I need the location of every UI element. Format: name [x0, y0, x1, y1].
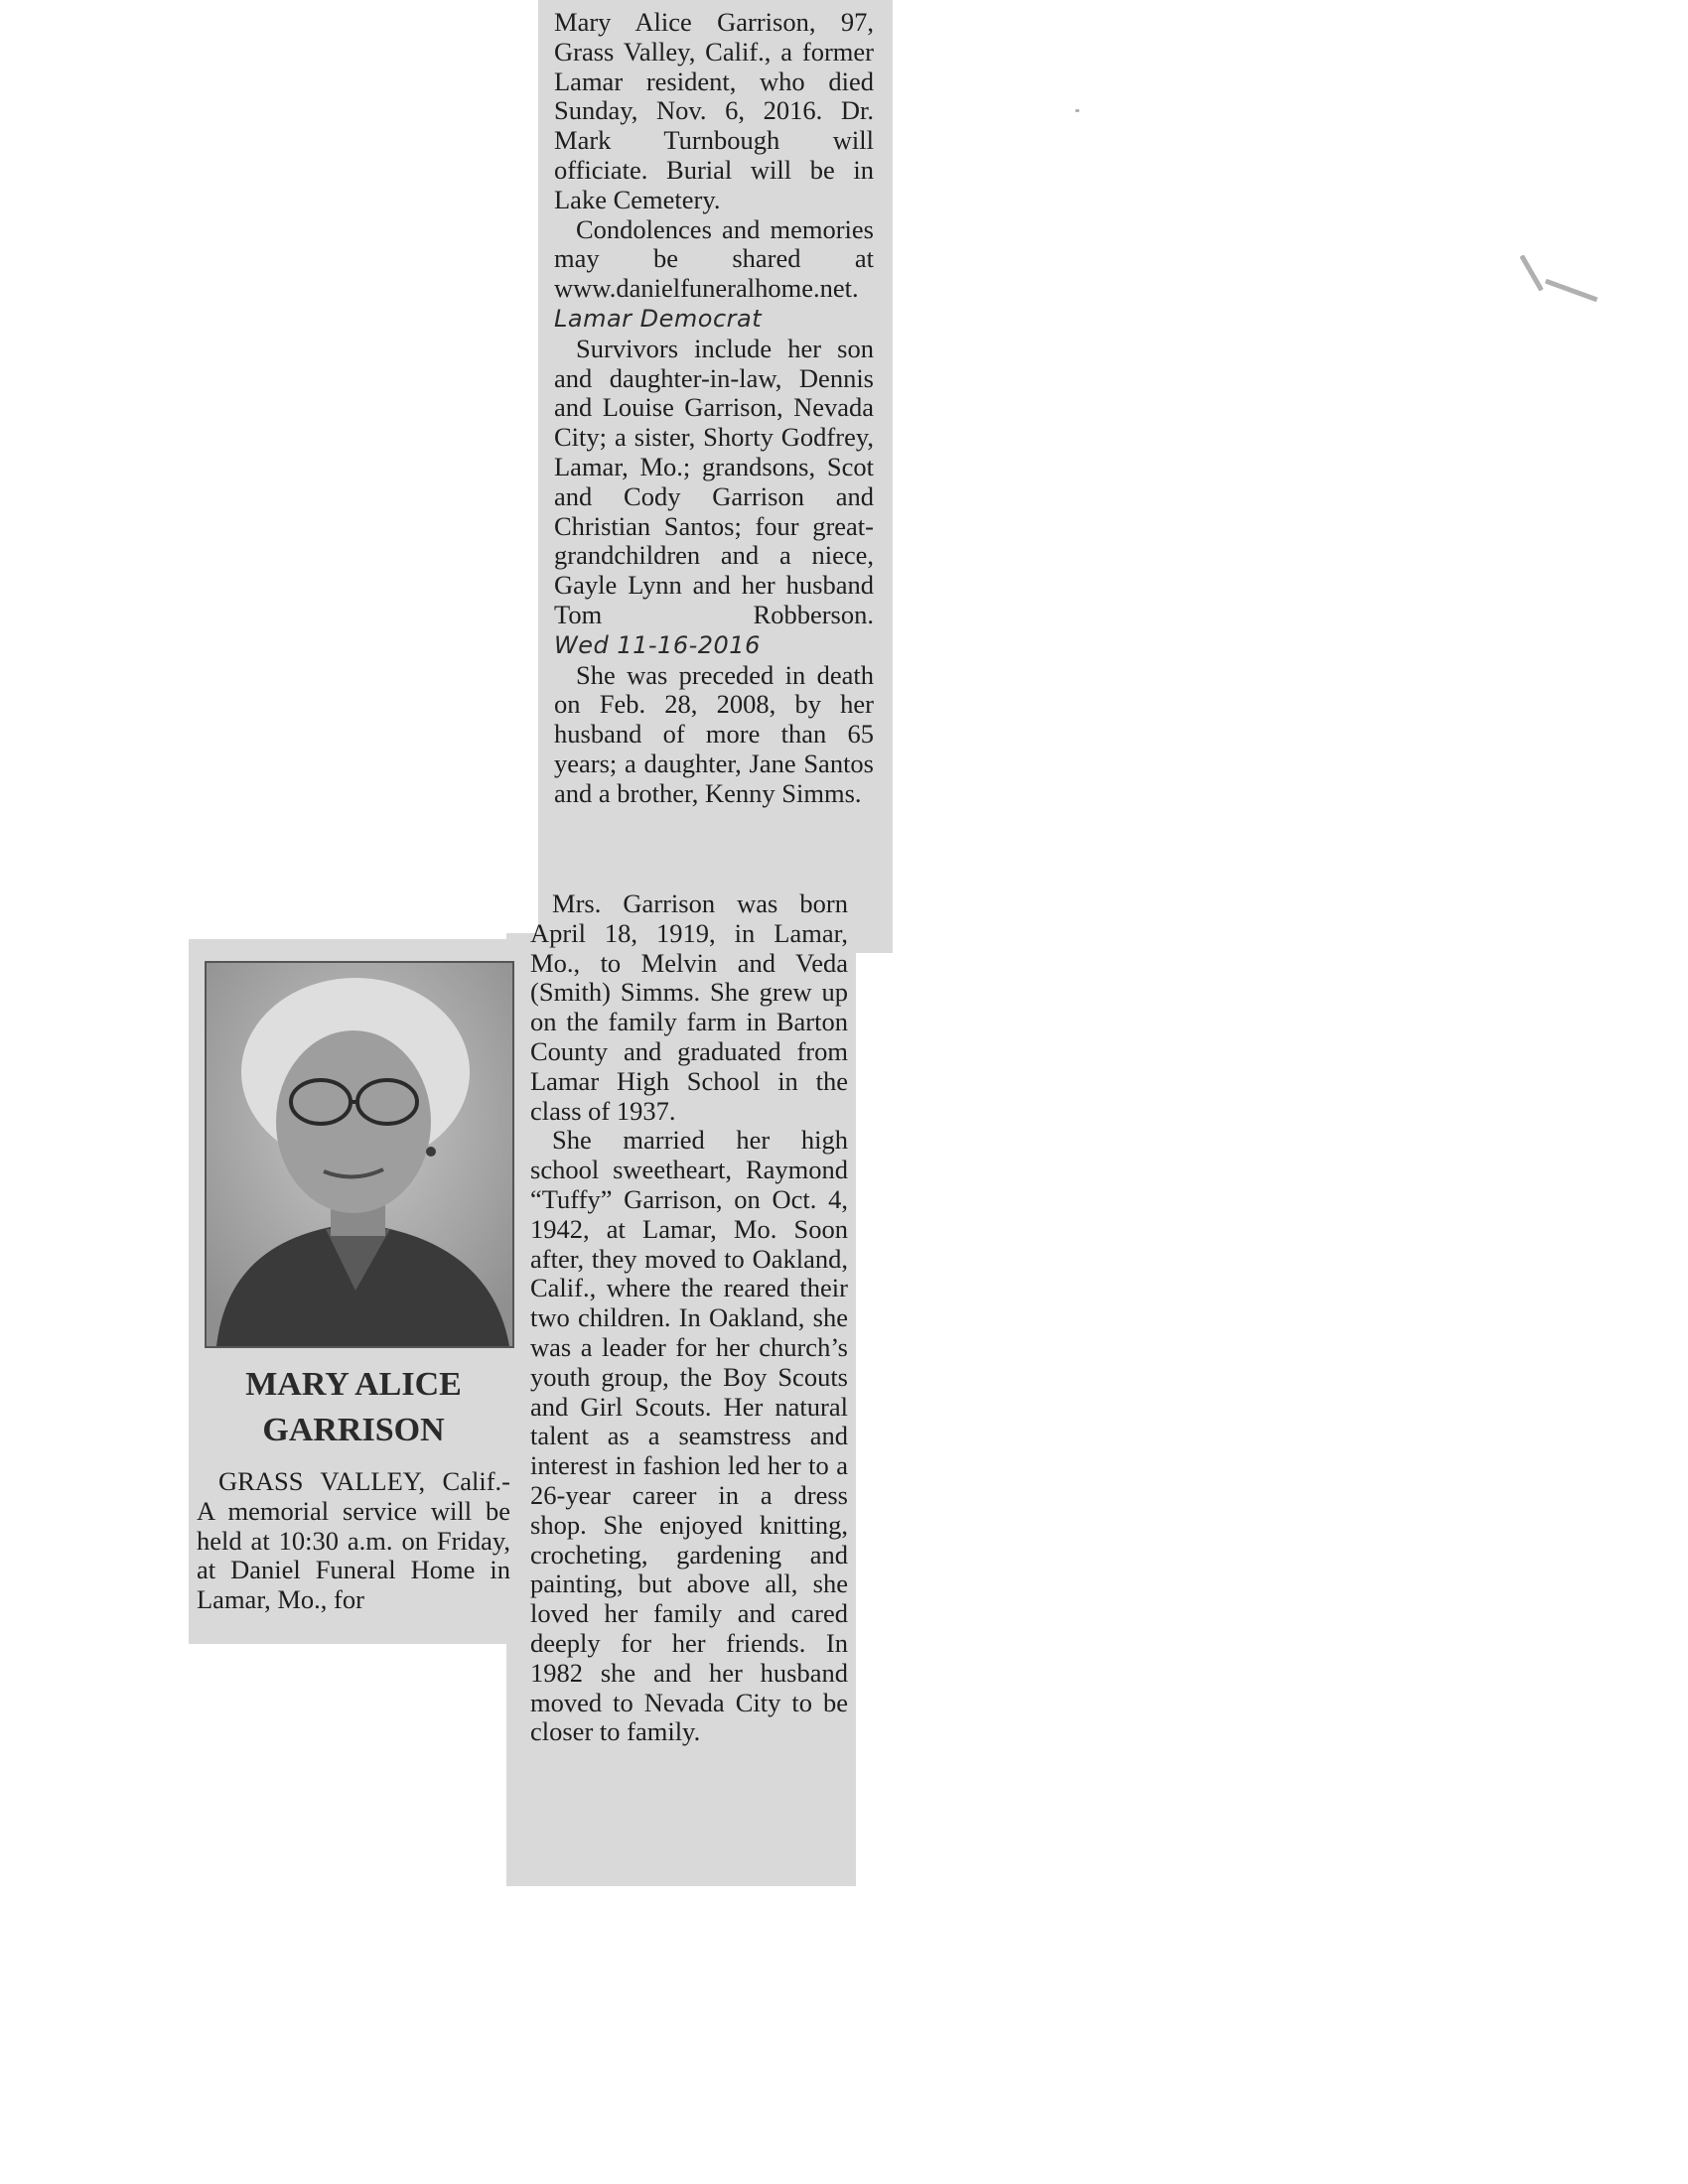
obituary-column-right-bottom — [530, 889, 848, 1747]
condolences-text: Condolences and memories may be shared at www.danielfuneralhome.net. — [554, 213, 874, 304]
obituary-paragraph: She was preceded in death on Feb. 28, 2008, by her husband of more than 65 years; a daughter, Jane Santos and a brother, Kenny Simms. — [554, 659, 874, 808]
scan-speck — [1075, 109, 1079, 112]
obituary-title — [197, 1362, 510, 1453]
obituary-paragraph: Mary Alice Garrison, 97, Grass Valley, Calif., a former Lamar resident, who died Sunday, Nov. 6, 2016. Dr. Mark Turnbough will officiate. Burial will be in Lake Cemetery. — [554, 7, 874, 214]
portrait-photo — [205, 961, 514, 1348]
obituary-paragraph — [554, 215, 874, 335]
obituary-paragraph: Mrs. Garrison was born April 18, 1919, in Lamar, Mo., to Melvin and Veda (Smith) Simms. She grew up on the family farm in Barton County and graduated from Lamar High School in the class of 1937. — [530, 888, 848, 1126]
obituary-name-line-1: MARY ALICE — [245, 1366, 462, 1403]
obituary-paragraph — [554, 335, 874, 661]
obituary-paragraph: She married her high school sweetheart, Raymond “Tuffy” Garrison, on Oct. 4, 1942, at Lamar, Mo. Soon after, they moved to Oakland, Calif., where the reared their two children. In Oakland, she was a leader for her church’s youth group, the Boy Scouts and Girl Scouts. Her natural talent as a seamstress and interest in fashion led her to a 26-year career in a dress shop. She enjoyed knitting, crocheting, gardening and painting, but above all, she loved her family and cared deeply for her friends. In 1982 she and her husband moved to Nevada City to be closer to family. — [530, 1125, 848, 1747]
obituary-lead-paragraph: GRASS VALLEY, Calif.- A memorial service will be held at 10:30 a.m. on Friday, at Daniel Funeral Home in Lamar, Mo., for — [197, 1466, 510, 1615]
scan-speck — [1519, 254, 1543, 291]
handwritten-newspaper-note: Lamar Democrat — [554, 304, 763, 333]
obituary-column-left — [197, 1467, 510, 1615]
obituary-name-line-2: GARRISON — [262, 1412, 445, 1448]
scan-speck — [1545, 279, 1598, 303]
portrait-image — [207, 963, 512, 1346]
handwritten-date-note: Wed 11-16-2016 — [554, 630, 761, 659]
obituary-column-right-top — [554, 8, 874, 809]
survivors-text: Survivors include her son and daughter-in-law, Dennis and Louise Garrison, Nevada City; a sister, Shorty Godfrey, Lamar, Mo.; grandsons, Scot and Cody Garrison and Christian Santos; four great-grandchildren and a niece, Gayle Lynn and her husband Tom Robberson. — [554, 333, 874, 629]
